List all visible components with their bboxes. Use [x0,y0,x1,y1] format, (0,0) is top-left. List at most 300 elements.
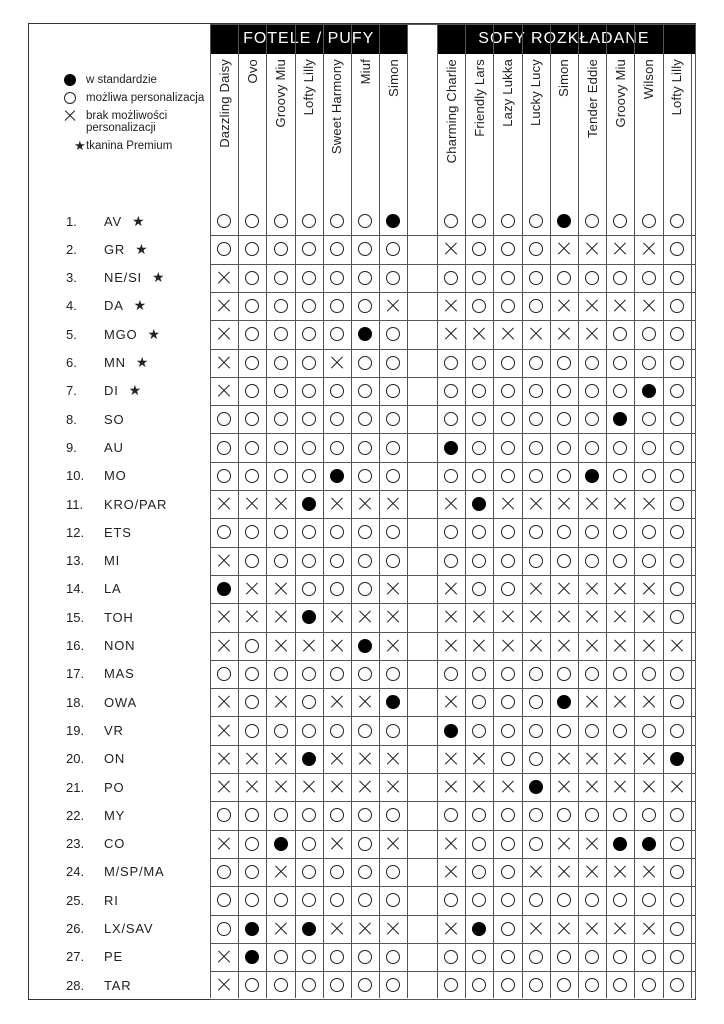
not-available-mark [330,497,344,511]
customizable-mark [670,922,684,936]
not-available-mark [642,695,656,709]
fabric-code [104,745,204,773]
row-divider [210,490,695,491]
fabric-code-label: GR [104,241,126,257]
column-label: Charming Charlie [443,59,459,164]
customizable-mark [670,469,684,483]
not-available-mark [386,299,400,313]
customizable-mark [274,327,288,341]
not-available-mark [245,752,259,766]
not-available-mark [585,582,599,596]
premium-star-icon: ★ [131,212,146,229]
not-available-mark [217,356,231,370]
customizable-mark [386,356,400,370]
not-available-mark [217,384,231,398]
not-available-mark [274,865,288,879]
column-header [238,55,266,207]
column-divider [295,24,296,998]
not-available-mark [444,922,458,936]
column-divider [663,24,664,998]
legend-item [62,140,212,152]
customizable-mark [501,922,515,936]
fabric-code-label: VR [104,722,124,738]
customizable-mark [302,441,316,455]
customizable-mark [642,724,656,738]
column-label: Sweet Harmony [329,59,345,155]
not-available-mark [642,582,656,596]
row-number: 4. [66,298,77,314]
customizable-mark [245,554,259,568]
premium-star-icon: ★ [133,297,148,314]
customizable-mark [358,667,372,681]
customizable-mark [642,356,656,370]
fabric-code [104,235,204,263]
column-divider [379,24,380,998]
customizable-mark [670,893,684,907]
fabric-code [104,943,204,971]
customizable-mark [529,469,543,483]
row-divider [210,886,695,887]
not-available-mark [358,610,372,624]
customizable-mark [670,299,684,313]
not-available-mark [557,752,571,766]
not-available-mark [444,299,458,313]
customizable-mark [245,837,259,851]
customizable-mark [670,865,684,879]
customizable-mark [472,837,486,851]
column-divider [606,24,607,998]
cross-icon [64,110,76,122]
not-available-mark [613,582,627,596]
customizable-mark [217,922,231,936]
fabric-code-label: LX/SAV [104,921,154,936]
row-divider [210,971,695,972]
customizable-mark [642,950,656,964]
column-label: Dazzling Daisy [216,59,232,148]
customizable-mark [274,808,288,822]
not-available-mark [330,610,344,624]
fabric-code [104,264,204,292]
customizable-mark [302,299,316,313]
not-available-mark [386,922,400,936]
customizable-mark [529,412,543,426]
customizable-mark [585,384,599,398]
fabric-code [104,773,204,801]
fabric-code-label: MN [104,355,126,370]
customizable-mark [217,667,231,681]
column-header [578,55,606,207]
customizable-mark [358,271,372,285]
premium-star-icon: ★ [147,325,161,342]
customizable-mark [217,441,231,455]
not-available-mark [472,780,486,794]
row-number: 8. [66,411,77,427]
row-divider [210,292,695,293]
column-divider [522,24,523,998]
column-label: Lofty Lilly [301,59,317,116]
not-available-mark [245,610,259,624]
row-number: 15. [66,609,85,625]
not-available-mark [585,610,599,624]
customizable-mark [670,271,684,285]
fabric-code-label: M/SP/MA [104,864,165,880]
customizable-mark [274,667,288,681]
customizable-mark [585,356,599,370]
customizable-mark [613,271,627,285]
row-divider [210,405,695,406]
customizable-mark [501,525,515,539]
row-number: 11. [66,496,84,512]
row-divider [210,603,695,604]
customizable-mark [557,469,571,483]
customizable-mark [585,554,599,568]
row-number: 13. [66,553,85,569]
legend-label: możliwa personalizacja [86,92,205,104]
not-available-mark [585,752,599,766]
customizable-mark [529,724,543,738]
customizable-mark [302,214,316,228]
customizable-mark [302,271,316,285]
not-available-mark [217,695,231,709]
customizable-mark [386,724,400,738]
not-available-mark [358,695,372,709]
customizable-mark [642,441,656,455]
customizable-mark [330,724,344,738]
customizable-mark [642,525,656,539]
row-divider [210,716,695,717]
row-number: 27. [66,949,85,965]
row-number: 2. [66,241,77,257]
not-available-mark [274,922,288,936]
not-available-mark [444,582,458,596]
not-available-mark [557,780,571,794]
fabric-code [104,547,204,575]
column-header [606,55,634,207]
row-number: 14. [66,581,85,597]
fabric-code-label: DI [104,383,119,399]
customizable-mark [358,356,372,370]
customizable-mark [444,384,458,398]
fabric-code [104,660,204,688]
customizable-mark [642,327,656,341]
fabric-code [104,377,204,405]
customizable-mark [302,412,316,426]
customizable-mark [501,695,515,709]
not-available-mark [330,922,344,936]
not-available-mark [613,299,627,313]
row-number: 5. [66,326,77,342]
group-header: SOFY ROZKŁADANE [437,24,691,54]
premium-star-icon: ★ [151,269,166,286]
row-number: 25. [66,892,85,908]
not-available-mark [444,752,458,766]
row-number: 20. [66,751,85,767]
not-available-mark [217,724,231,738]
customizable-mark [670,837,684,851]
not-available-mark [529,922,543,936]
customizable-mark [302,384,316,398]
column-label: Groovy Miu [272,59,288,128]
column-label: Simon [556,59,572,97]
customizable-mark [330,554,344,568]
customizable-mark [642,214,656,228]
row-divider [210,518,695,519]
customizable-mark [302,327,316,341]
column-divider [351,24,352,998]
row-number: 19. [66,722,85,738]
fabric-code-label: MO [104,468,127,484]
not-available-mark [472,752,486,766]
fabric-code-label: MAS [104,666,135,682]
not-available-mark [444,639,458,653]
customizable-mark [613,441,627,455]
not-available-mark [613,242,627,256]
fabric-code [104,632,204,660]
not-available-mark [529,865,543,879]
not-available-mark [386,780,400,794]
not-available-mark [217,497,231,511]
standard-mark [274,837,288,851]
customizable-mark [557,554,571,568]
legend-label: w standardzie [86,74,157,86]
customizable-mark [670,327,684,341]
not-available-mark [444,497,458,511]
column-divider [437,24,438,998]
customizable-mark [358,554,372,568]
row-number: 10. [66,468,85,484]
not-available-mark [444,865,458,879]
not-available-mark [330,780,344,794]
not-available-mark [557,865,571,879]
customizable-mark [501,412,515,426]
customizable-mark [330,384,344,398]
customizable-mark [613,554,627,568]
column-header [663,55,691,207]
column-header [210,55,238,207]
fabric-code [104,915,204,943]
fabric-code-label: AU [104,439,124,455]
customizable-mark [501,837,515,851]
customizable-mark [529,441,543,455]
customizable-mark [529,695,543,709]
fabric-code [104,575,204,603]
column-divider [695,24,696,998]
row-number: 18. [66,694,85,710]
not-available-mark [557,610,571,624]
group-header: FOTELE / PUFY [210,24,407,54]
not-available-mark [585,837,599,851]
not-available-mark [358,922,372,936]
customizable-mark [245,271,259,285]
row-number: 22. [66,807,85,823]
customizable-mark [444,271,458,285]
not-available-mark [642,242,656,256]
customizable-mark [670,667,684,681]
customizable-mark [670,950,684,964]
customizable-mark [302,695,316,709]
customizable-mark [302,554,316,568]
not-available-mark [670,639,684,653]
fabric-code [104,349,204,377]
standard-mark [642,384,656,398]
fabric-code-label: PO [104,779,125,795]
customizable-mark [670,441,684,455]
not-available-mark [274,497,288,511]
fabric-code-label: OWA [104,694,137,710]
fabric-code [104,462,204,490]
not-available-mark [557,582,571,596]
not-available-mark [444,695,458,709]
not-available-mark [245,780,259,794]
customizable-mark [501,865,515,879]
customizable-mark [472,554,486,568]
customizable-mark [274,271,288,285]
premium-star-icon: ★ [135,240,149,257]
customizable-mark [501,752,515,766]
customizable-mark [245,639,259,653]
not-available-mark [501,497,515,511]
customizable-mark [670,554,684,568]
filled-circle-icon [64,74,76,86]
column-label: Simon [385,59,401,97]
customizable-mark [330,667,344,681]
not-available-mark [613,639,627,653]
customizable-mark [302,865,316,879]
row-divider [210,433,695,434]
legend-item [62,110,212,134]
customizable-mark [358,724,372,738]
not-available-mark [386,610,400,624]
row-divider [210,660,695,661]
fabric-code-label: KRO/PAR [104,496,168,512]
customizable-mark [501,808,515,822]
column-divider [238,24,239,998]
customizable-mark [245,724,259,738]
not-available-mark [501,327,515,341]
customizable-mark [670,978,684,992]
customizable-mark [472,356,486,370]
customizable-mark [670,384,684,398]
legend-label: brak możliwości personalizacji [86,110,168,134]
customizable-mark [274,554,288,568]
column-header [351,55,379,207]
not-available-mark [529,327,543,341]
customizable-mark [274,242,288,256]
customizable-mark [330,441,344,455]
fabric-code [104,971,204,999]
not-available-mark [557,922,571,936]
not-available-mark [217,639,231,653]
fabric-code [104,830,204,858]
not-available-mark [613,865,627,879]
not-available-mark [444,242,458,256]
customizable-mark [670,497,684,511]
not-available-mark [501,610,515,624]
fabric-code-label: NE/SI [104,270,142,286]
column-divider [550,24,551,998]
not-available-mark [670,780,684,794]
customizable-mark [302,724,316,738]
row-number: 28. [66,977,85,993]
fabric-code [104,433,204,461]
customizable-mark [529,299,543,313]
customizable-mark [444,667,458,681]
not-available-mark [217,327,231,341]
not-available-mark [557,497,571,511]
customizable-mark [330,950,344,964]
fabric-code-label: TAR [104,977,132,993]
customizable-mark [501,582,515,596]
customizable-mark [642,808,656,822]
not-available-mark [557,639,571,653]
row-number: 23. [66,836,85,852]
row-number: 9. [66,439,77,455]
column-divider [465,24,466,998]
customizable-mark [642,667,656,681]
not-available-mark [330,356,344,370]
customizable-mark [274,978,288,992]
row-divider [210,858,695,859]
row-number: 12. [66,524,85,540]
customizable-mark [670,582,684,596]
customizable-mark [386,554,400,568]
customizable-mark [330,299,344,313]
customizable-mark [557,950,571,964]
fabric-code [104,858,204,886]
customizable-mark [302,667,316,681]
row-divider [210,547,695,548]
fabric-code [104,801,204,829]
standard-mark [670,752,684,766]
fabric-code [104,886,204,914]
legend [62,74,212,158]
fabric-code [104,518,204,546]
premium-star-icon: ★ [128,382,142,399]
standard-mark [358,639,372,653]
row-divider [210,377,695,378]
not-available-mark [274,639,288,653]
row-number: 16. [66,638,85,653]
row-number: 17. [66,666,85,682]
fabric-code-label: NON [104,638,136,653]
not-available-mark [217,752,231,766]
not-available-mark [585,299,599,313]
customizable-mark [330,271,344,285]
premium-star-icon: ★ [135,354,150,370]
fabric-code [104,688,204,716]
standard-mark [302,922,316,936]
fabric-code [104,320,204,348]
customizable-mark [501,724,515,738]
not-available-mark [274,695,288,709]
not-available-mark [330,752,344,766]
fabric-code [104,490,204,518]
not-available-mark [386,582,400,596]
customizable-mark [529,214,543,228]
row-divider [210,801,695,802]
customizable-mark [472,724,486,738]
column-header [323,55,351,207]
customizable-mark [585,724,599,738]
row-divider [210,830,695,831]
not-available-mark [501,780,515,794]
standard-mark [613,837,627,851]
customizable-mark [386,441,400,455]
fabric-code-label: MY [104,807,126,823]
column-label: Lofty Lilly [669,59,685,116]
customizable-mark [670,356,684,370]
not-available-mark [585,780,599,794]
